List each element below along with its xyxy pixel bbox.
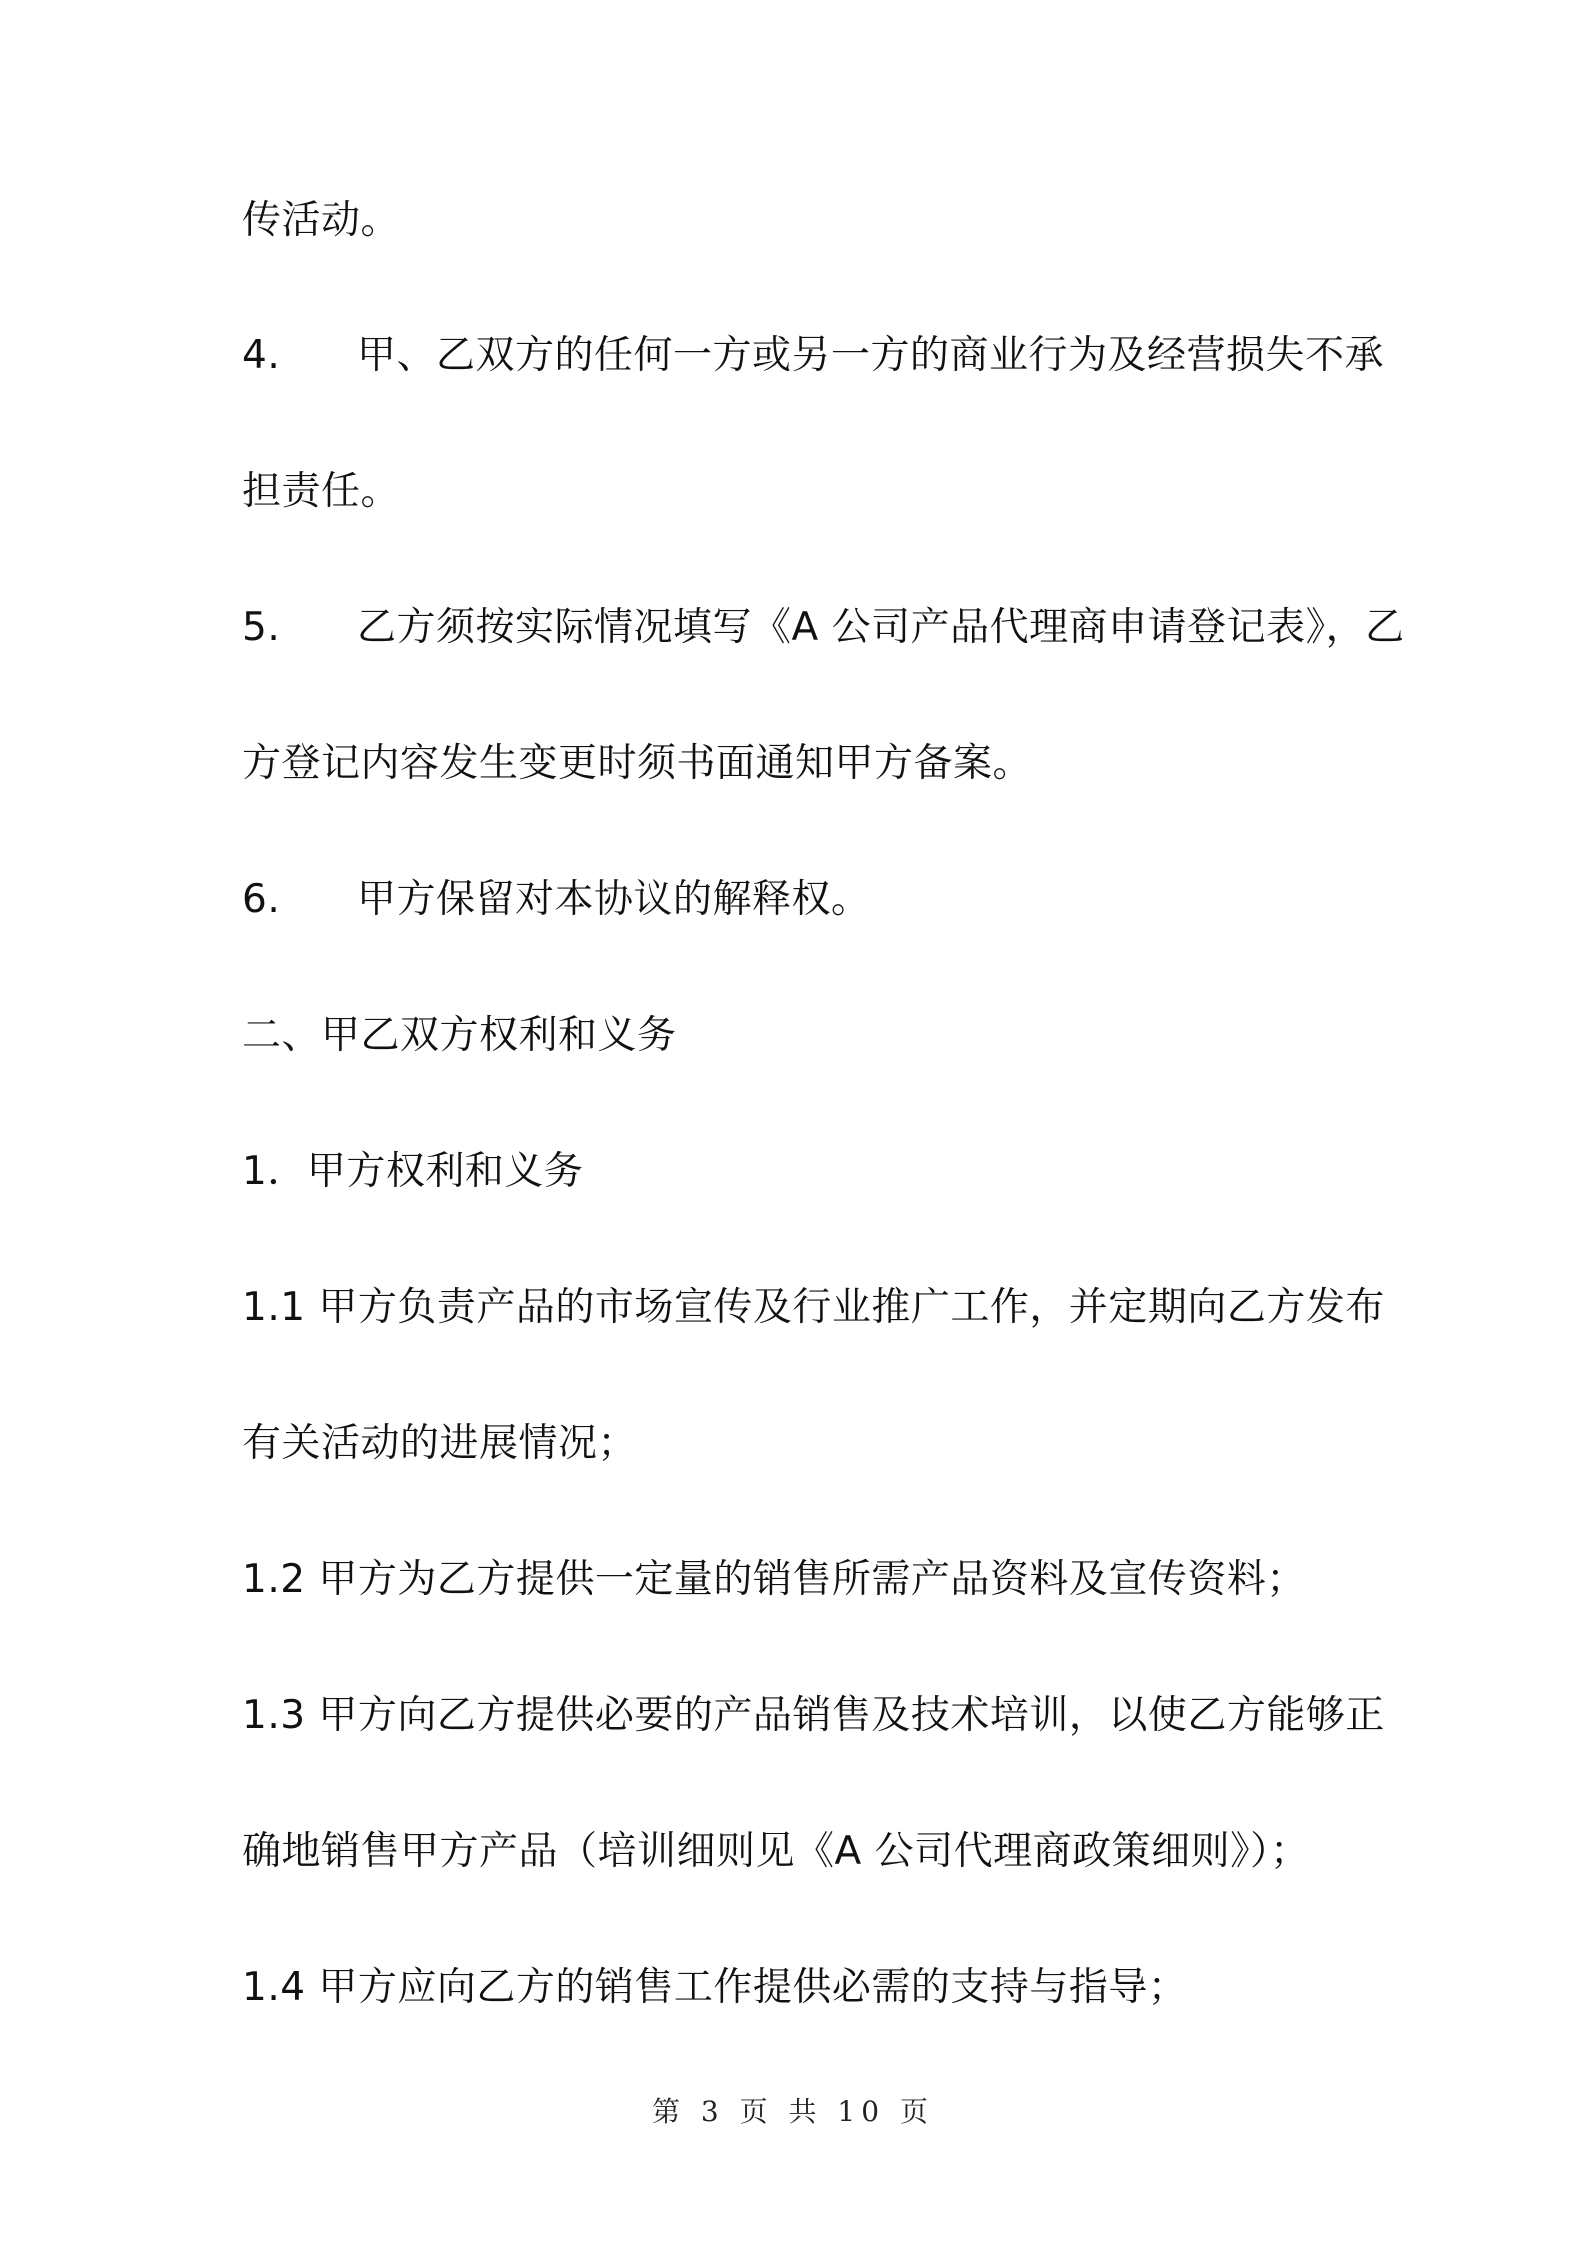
paragraph-line: [242, 1416, 1362, 1472]
numbered-item-6: [242, 872, 1362, 928]
line-text: 有关活动的进展情况；: [242, 1421, 638, 1466]
subsection-heading: [242, 1144, 1362, 1200]
numbered-item-4: [242, 328, 1385, 384]
line-text: 1.4 甲方应向乙方的销售工作提供必需的支持与指导；: [242, 1965, 1188, 2010]
paragraph-line: [242, 464, 1362, 520]
item-number: 6.: [242, 877, 281, 922]
numbered-item-5: [242, 600, 1405, 656]
line-text: 甲、乙双方的任何一方或另一方的商业行为及经营损失不承: [357, 333, 1385, 378]
clause-1-3: [242, 1688, 1385, 1744]
clause-1-2: [242, 1552, 1362, 1608]
paragraph-line: [242, 193, 1362, 249]
item-number: 5.: [242, 605, 281, 650]
clause-1-4: [242, 1960, 1362, 2016]
page-number-footer: 第 3 页 共 10 页: [652, 2095, 934, 2128]
heading-text: 二、甲乙双方权利和义务: [242, 1013, 677, 1058]
line-text: 1.1 甲方负责产品的市场宣传及行业推广工作，并定期向乙方发布: [242, 1285, 1385, 1330]
paragraph-line: [242, 1824, 1362, 1880]
paragraph-line: [242, 736, 1362, 792]
item-number: 4.: [242, 333, 281, 378]
line-text: 1.3 甲方向乙方提供必要的产品销售及技术培训，以使乙方能够正: [242, 1693, 1385, 1738]
line-text: 担责任。: [242, 469, 401, 514]
line-text: 确地销售甲方产品（培训细则见《A 公司代理商政策细则》）；: [242, 1829, 1310, 1874]
heading-text: 1．甲方权利和义务: [242, 1149, 584, 1194]
line-text: 乙方须按实际情况填写《A 公司产品代理商申请登记表》，乙: [357, 605, 1405, 650]
line-text: 甲方保留对本协议的解释权。: [357, 877, 871, 922]
line-text: 方登记内容发生变更时须书面通知甲方备案。: [242, 741, 1033, 786]
line-text: 传活动。: [242, 198, 401, 243]
section-heading: [242, 1008, 1362, 1064]
line-text: 1.2 甲方为乙方提供一定量的销售所需产品资料及宣传资料；: [242, 1557, 1306, 1602]
clause-1-1: [242, 1280, 1385, 1336]
